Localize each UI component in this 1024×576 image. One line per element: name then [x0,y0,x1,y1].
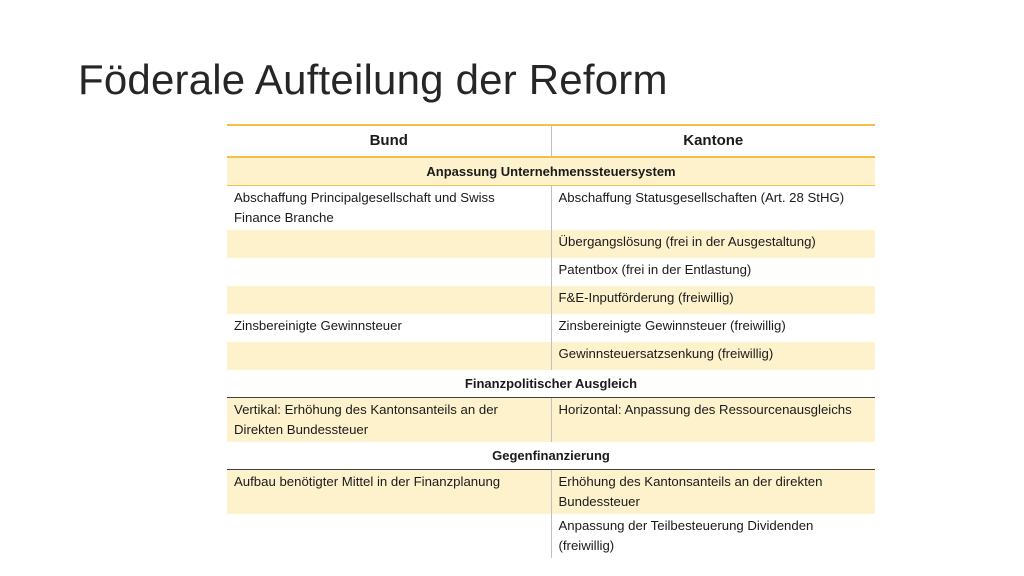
section-title: Finanzpolitischer Ausgleich [227,370,875,398]
slide-title: Föderale Aufteilung der Reform [78,56,668,103]
cell-bund: Abschaffung Principalgesellschaft und Swiss Finance Branche [227,186,551,231]
cell-bund [227,342,551,370]
cell-kantone: Patentbox (frei in der Entlastung) [551,258,875,286]
cell-bund: Aufbau benötigter Mittel in der Finanzplanung [227,470,551,515]
cell-kantone: F&E-Inputförderung (freiwillig) [551,286,875,314]
cell-bund [227,514,551,558]
cell-kantone: Abschaffung Statusgesellschaften (Art. 28 StHG) [551,186,875,231]
cell-bund [227,286,551,314]
table-row [227,398,875,443]
table-row [227,342,875,370]
table-row [227,514,875,558]
cell-kantone: Gewinnsteuersatzsenkung (freiwillig) [551,342,875,370]
header-row [227,125,875,157]
header-kantone: Kantone [551,125,875,157]
table-row [227,258,875,286]
section-title: Anpassung Unternehmenssteuersystem [227,157,875,186]
table-row [227,286,875,314]
cell-bund [227,258,551,286]
section-header-unternehmenssteuersystem [227,157,875,186]
cell-kantone: Horizontal: Anpassung des Ressourcenausgleichs [551,398,875,443]
cell-kantone: Zinsbereinigte Gewinnsteuer (freiwillig) [551,314,875,342]
cell-bund [227,230,551,258]
cell-bund: Zinsbereinigte Gewinnsteuer [227,314,551,342]
cell-kantone: Anpassung der Teilbesteuerung Dividenden (freiwillig) [551,514,875,558]
table-row [227,230,875,258]
table-row [227,470,875,515]
cell-bund: Vertikal: Erhöhung des Kantonsanteils an der Direkten Bundessteuer [227,398,551,443]
cell-kantone: Erhöhung des Kantonsanteils an der direkten Bundessteuer [551,470,875,515]
section-header-finanzpolitischer-ausgleich [227,370,875,398]
reform-table [227,124,875,558]
section-header-gegenfinanzierung [227,442,875,470]
section-title: Gegenfinanzierung [227,442,875,470]
cell-kantone: Übergangslösung (frei in der Ausgestaltung) [551,230,875,258]
table-row [227,186,875,231]
header-bund: Bund [227,125,551,157]
table-row [227,314,875,342]
